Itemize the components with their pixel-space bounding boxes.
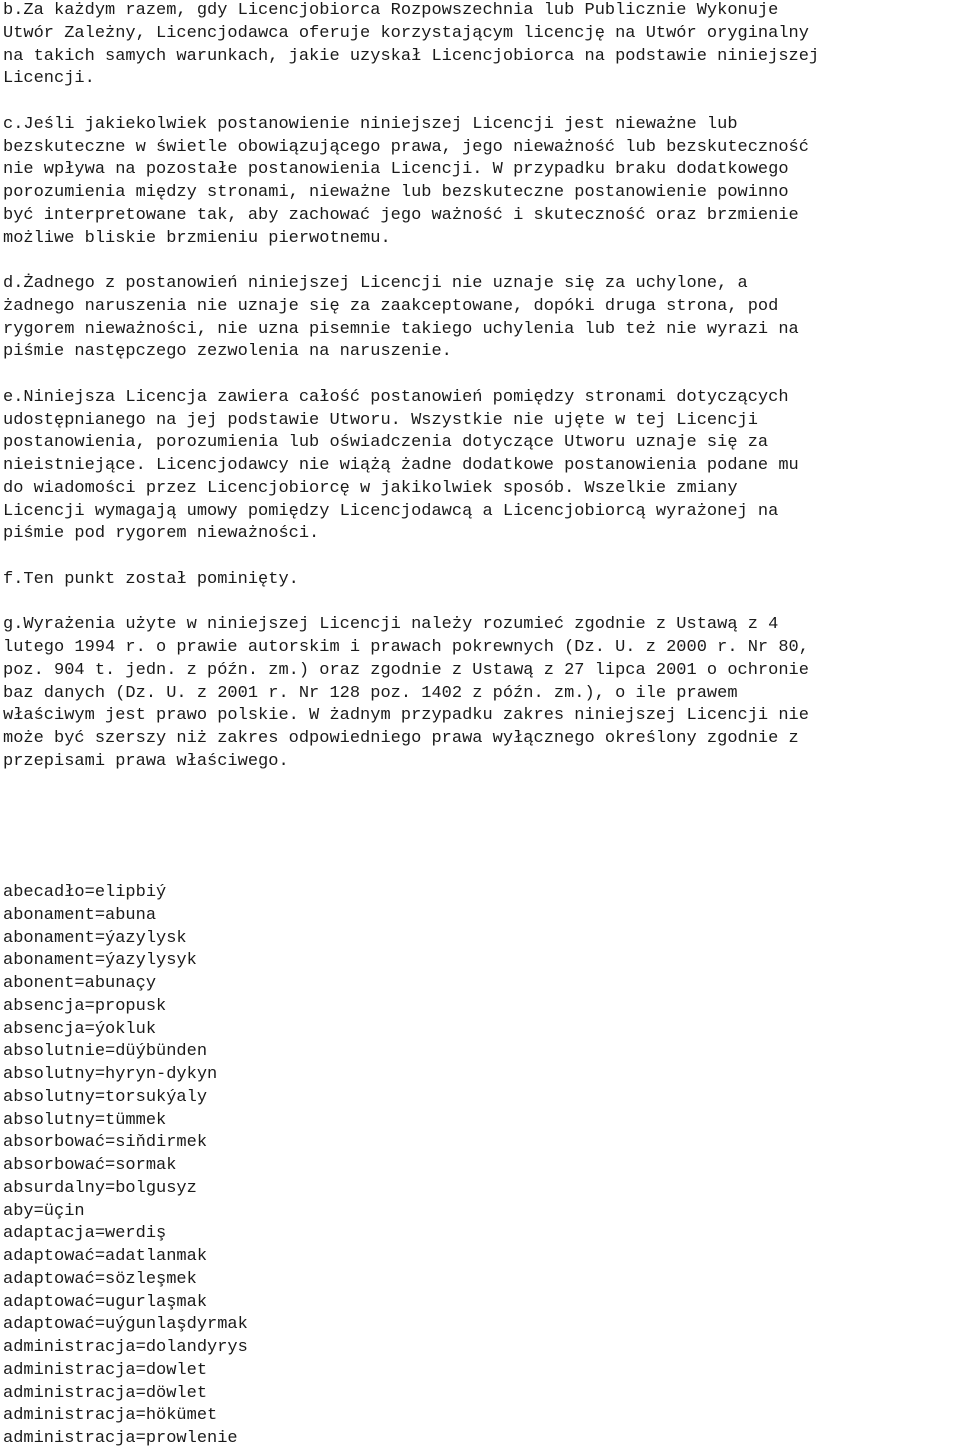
dictionary-entry: absurdalny=bolgusyz — [3, 1178, 197, 1198]
paragraph-line: przepisami prawa właściwego. — [3, 751, 289, 771]
paragraph-line: bezskuteczne w świetle obowiązującego prawa, jego nieważność lub bezskuteczność — [3, 137, 809, 157]
paragraph-line: Licencji. — [3, 69, 95, 89]
dictionary-entry: abonent=abunaçy — [3, 974, 157, 993]
paragraph-line: b.Za każdym razem, gdy Licencjobiorca Rozpowszechnia lub Publicznie Wykonuje — [3, 1, 779, 20]
paragraph-b — [3, 0, 960, 91]
dictionary-entry: abonament=ýazylysk — [3, 928, 187, 948]
dictionary-entry: absolutnie=düýbünden — [3, 1042, 208, 1062]
dictionary-list — [3, 882, 603, 1451]
dictionary-entry: absolutny=tümmek — [3, 1110, 167, 1130]
paragraph-line: f.Ten punkt został pominięty. — [3, 569, 299, 589]
paragraph-line: Utwór Zależny, Licencjodawca oferuje korzystającym licencję na Utwór oryginalny — [3, 23, 809, 43]
paragraph-line: d.Żadnego z postanowień niniejszej Licencji nie uznaje się za uchylone, a — [3, 274, 748, 293]
paragraph-line: piśmie następczego zezwolenia na naruszenie. — [3, 342, 452, 362]
paragraph-c — [3, 114, 960, 251]
paragraph-f — [3, 569, 960, 592]
paragraph-line: Licencji wymagają umowy pomiędzy Licencjodawcą a Licencjobiorcą wyrażonej na — [3, 501, 779, 521]
dictionary-entry: adaptować=adatlanmak — [3, 1247, 208, 1266]
paragraph-g — [3, 614, 960, 773]
dictionary-entry: absolutny=hyryn-dykyn — [3, 1065, 218, 1084]
paragraph-line: nieistniejące. Licencjodawcy nie wiążą żadne dodatkowe postanowienia podane mu — [3, 456, 799, 475]
dictionary-entry: administracja=döwlet — [3, 1383, 208, 1403]
dictionary-entry: absencja=propusk — [3, 996, 167, 1016]
dictionary-entry: adaptować=uýgunlaşdyrmak — [3, 1315, 248, 1335]
dictionary-entry: abonament=abuna — [3, 905, 157, 925]
dictionary-entry: adaptować=ugurlaşmak — [3, 1292, 208, 1312]
dictionary-entry: absolutny=torsukýaly — [3, 1087, 208, 1107]
paragraph-line: piśmie pod rygorem nieważności. — [3, 524, 320, 544]
paragraph-e — [3, 387, 960, 546]
paragraph-line: lutego 1994 r. o prawie autorskim i prawach pokrewnych (Dz. U. z 2000 r. Nr 80, — [3, 638, 809, 657]
dictionary-entry: administracja=hökümet — [3, 1406, 218, 1426]
paragraph-line: być interpretowane tak, aby zachować jego ważność i skuteczność oraz brzmienie — [3, 205, 799, 225]
dictionary-entry: absorbować=siňdirmek — [3, 1133, 208, 1153]
dictionary-entry: administracja=dowlet — [3, 1360, 208, 1380]
paragraph-line: może być szerszy niż zakres odpowiedniego prawa wyłącznego określony zgodnie z — [3, 729, 799, 748]
paragraph-line: udostępnianego na jej podstawie Utworu. Wszystkie nie ujęte w tej Licencji — [3, 410, 758, 430]
dictionary-entry: abecadło=elipbiý — [3, 883, 167, 902]
dictionary-entry: aby=üçin — [3, 1201, 85, 1221]
dictionary-entry: absorbować=sormak — [3, 1156, 177, 1175]
paragraph-line: g.Wyrażenia użyte w niniejszej Licencji należy rozumieć zgodnie z Ustawą z 4 — [3, 615, 779, 635]
paragraph-d — [3, 273, 960, 364]
paragraph-line: porozumienia między stronami, nieważne lub bezskuteczne postanowienie powinno — [3, 183, 789, 202]
paragraph-line: c.Jeśli jakiekolwiek postanowienie niniejszej Licencji jest nieważne lub — [3, 114, 738, 134]
paragraph-line: baz danych (Dz. U. z 2001 r. Nr 128 poz. 1402 z późn. zm.), o ile prawem — [3, 683, 738, 703]
paragraph-line: na takich samych warunkach, jakie uzyskał Licencjobiorca na podstawie niniejszej — [3, 46, 820, 66]
dictionary-entry: adaptować=sözleşmek — [3, 1269, 197, 1289]
paragraph-line: nie wpływa na pozostałe postanowienia Licencji. W przypadku braku dodatkowego — [3, 160, 789, 180]
paragraph-line: do wiadomości przez Licencjobiorcę w jakikolwiek sposób. Wszelkie zmiany — [3, 478, 738, 498]
dictionary-entry: adaptacja=werdiş — [3, 1224, 167, 1244]
dictionary-entry: absencja=ýokluk — [3, 1019, 157, 1039]
paragraph-line: rygorem nieważności, nie uzna pisemnie takiego uchylenia lub też nie wyrazi na — [3, 319, 799, 339]
paragraph-line: postanowienia, porozumienia lub oświadczenia dotyczące Utworu uznaje się za — [3, 433, 769, 453]
paragraph-line: możliwe bliskie brzmieniu pierwotnemu. — [3, 228, 391, 248]
paragraph-line: żadnego naruszenia nie uznaje się za zaakceptowane, dopóki druga strona, pod — [3, 296, 779, 316]
paragraph-line: e.Niniejsza Licencja zawiera całość postanowień pomiędzy stronami dotyczących — [3, 387, 789, 407]
license-text — [3, 0, 960, 796]
paragraph-line: właściwym jest prawo polskie. W żadnym przypadku zakres niniejszej Licencji nie — [3, 706, 809, 726]
paragraph-line: poz. 904 t. jedn. z późn. zm.) oraz zgodnie z Ustawą z 27 lipca 2001 o ochronie — [3, 660, 809, 680]
dictionary-entry: administracja=dolandyrys — [3, 1338, 248, 1357]
dictionary-entry: abonament=ýazylysyk — [3, 951, 197, 971]
dictionary-entry: administracja=prowlenie — [3, 1429, 238, 1448]
